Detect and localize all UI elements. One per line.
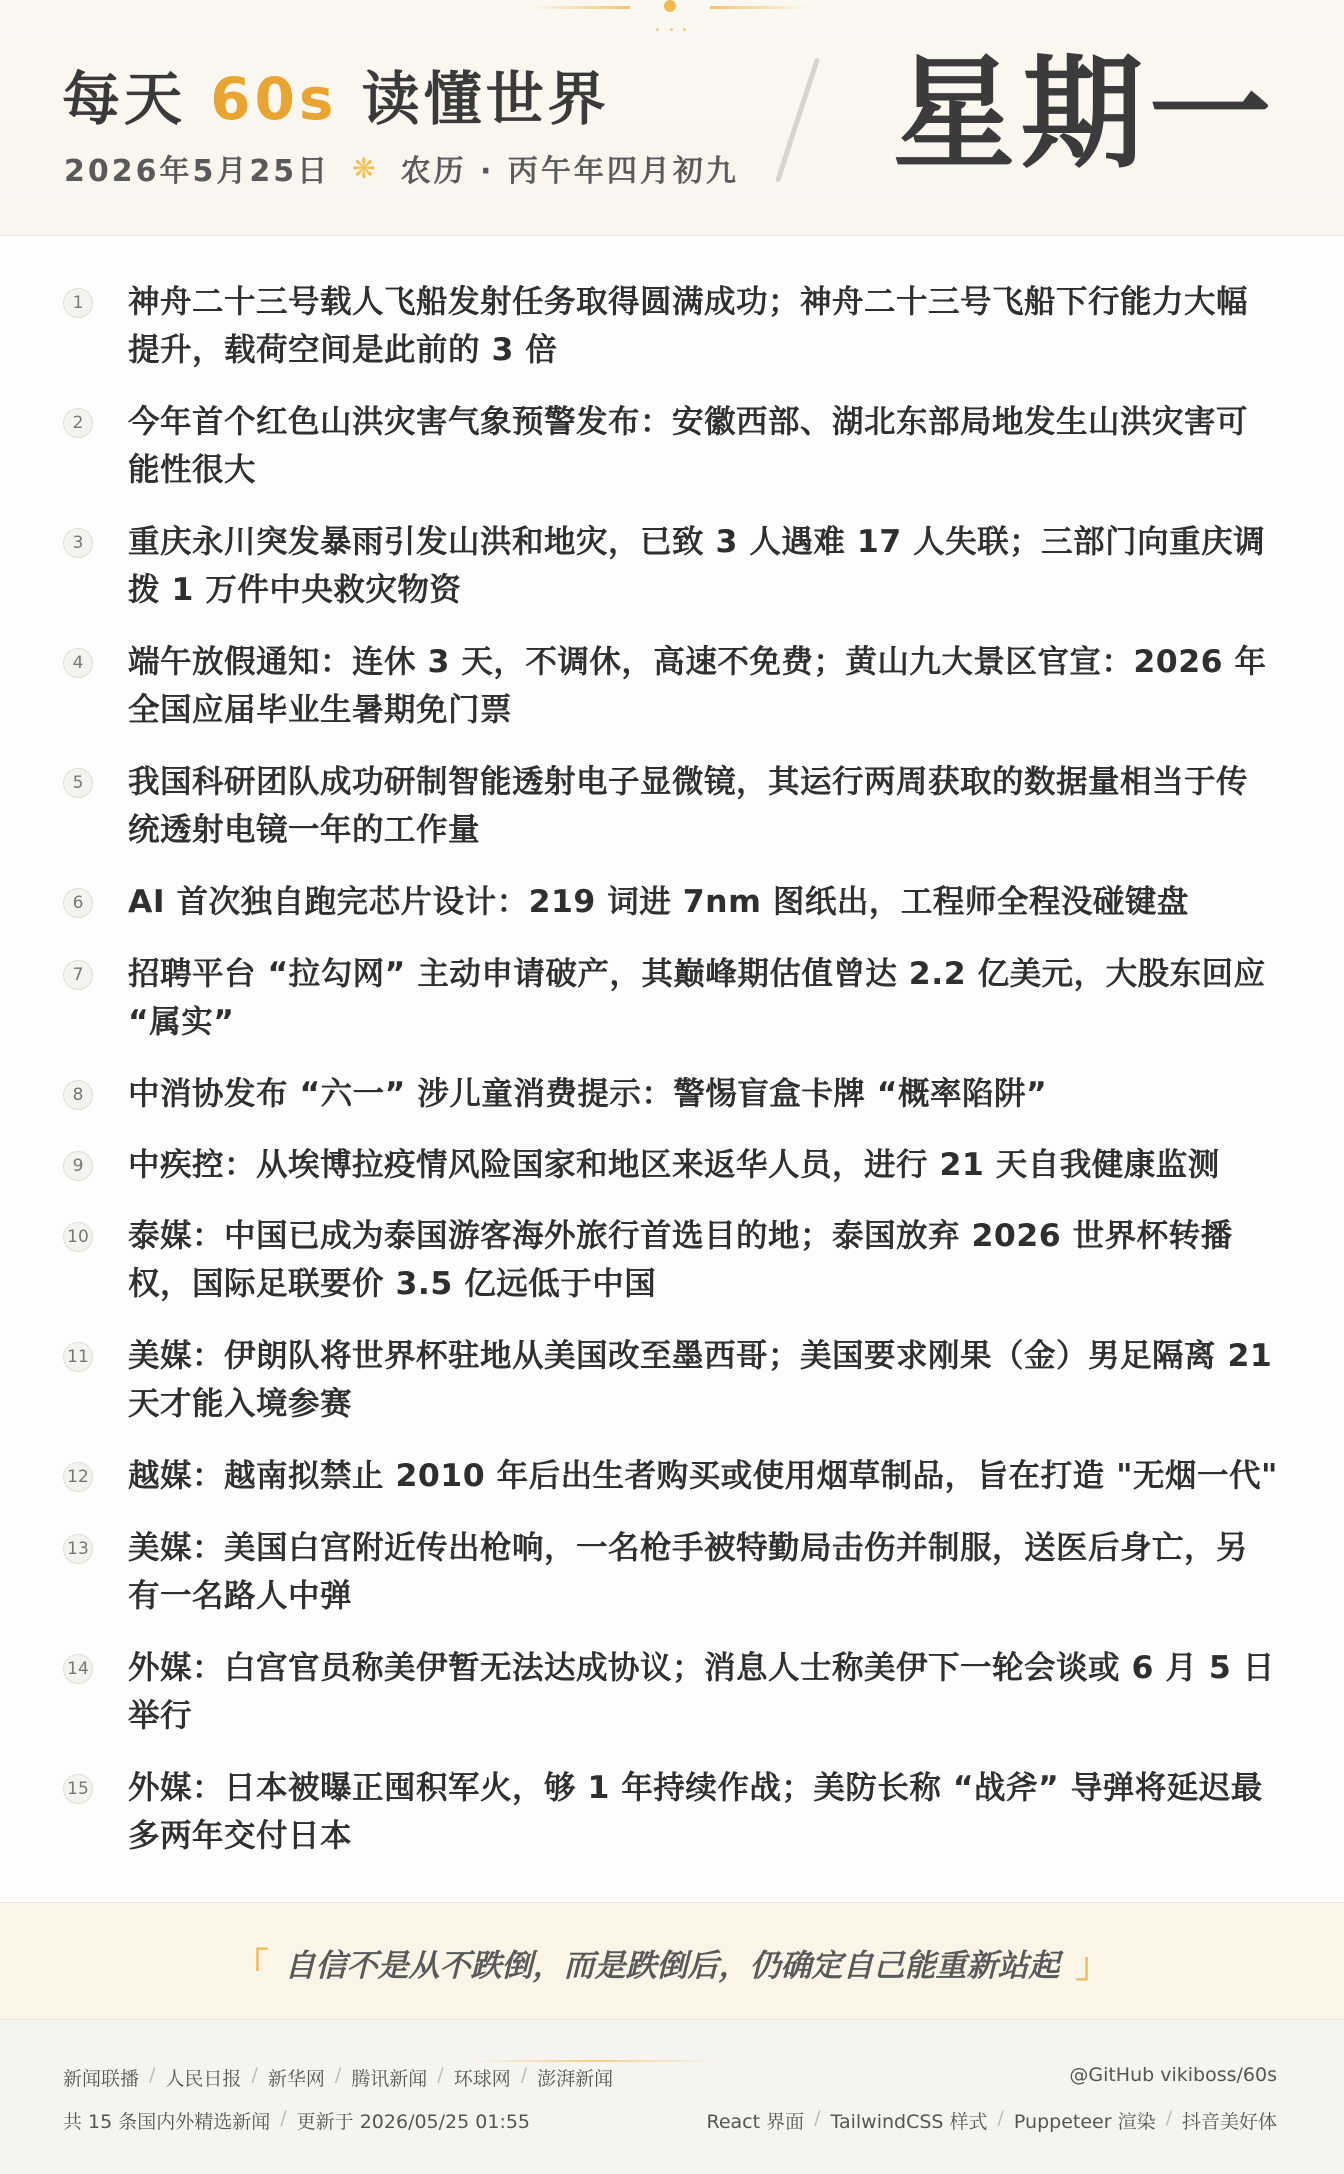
item-text: 招聘平台 “拉勾网” 主动申请破产，其巅峰期估值曾达 2.2 亿美元，大股东回应 “属实” [128,956,1266,1040]
github-link[interactable]: @GitHub vikiboss/60s [1069,2064,1277,2086]
item-text: 中疾控：从埃博拉疫情风险国家和地区来返华人员，进行 21 天自我健康监测 [128,1147,1220,1183]
item-text: 神舟二十三号载人飞船发射任务取得圆满成功；神舟二十三号飞船下行能力大幅提升，载荷空间是此前的 3 倍 [128,284,1249,368]
item-text: 越媒：越南拟禁止 2010 年后出生者购买或使用烟草制品，旨在打造 "无烟一代" [128,1458,1278,1494]
item-text: 泰媒：中国已成为泰国游客海外旅行首选目的地；泰国放弃 2026 世界杯转播权，国际足联要价 3.5 亿远低于中国 [128,1218,1233,1302]
item-number: 5 [63,768,93,798]
quote-close-mark: 」 [1075,1945,1110,1986]
header [0,0,1344,236]
top-ornament [520,0,820,40]
item-number: 8 [63,1080,93,1110]
item-text: 中消协发布 “六一” 涉儿童消费提示：警惕盲盒卡牌 “概率陷阱” [128,1076,1048,1112]
news-count: 共 15 条国内外精选新闻 [63,2111,271,2133]
item-text: 美媒：伊朗队将世界杯驻地从美国改至墨西哥；美国要求刚果（金）男足隔离 21 天才能入境参赛 [128,1338,1273,1422]
source-item: 环球网 [453,2068,511,2090]
tech-item: TailwindCSS 样式 [830,2111,988,2133]
source-item: 新闻联播 [63,2068,140,2090]
item-number: 12 [63,1462,93,1492]
source-item: 人民日报 [165,2068,242,2090]
quote-band [0,1902,1344,2020]
page-title: 每天 60s 读懂世界 [62,65,610,133]
tech-item: Puppeteer 渲染 [1013,2111,1156,2133]
daily-quote [0,1903,1344,2021]
title-accent: 60s [210,65,338,133]
update-time: 更新于 2026/05/25 01:55 [296,2111,531,2133]
item-number: 11 [63,1342,93,1372]
item-number: 13 [63,1534,93,1564]
item-text: 外媒：白宫官员称美伊暂无法达成协议；消息人士称美伊下一轮会谈或 6 月 5 日举行 [128,1650,1275,1734]
source-item: 新华网 [267,2068,325,2090]
item-text: 今年首个红色山洪灾害气象预警发布：安徽西部、湖北东部局地发生山洪灾害可能性很大 [128,404,1249,488]
item-text: 我国科研团队成功研制智能透射电子显微镜，其运行两周获取的数据量相当于传统透射电镜一年的工作量 [128,764,1249,848]
tech-item: React 界面 [706,2111,805,2133]
item-text: 外媒：日本被曝正囤积军火，够 1 年持续作战；美防长称 “战斧” 导弹将延迟最多两年交付日本 [128,1770,1263,1854]
item-text: 美媒：美国白宫附近传出枪响，一名枪手被特勤局击伤并制服，送医后身亡，另有一名路人中弹 [128,1530,1249,1614]
item-number: 3 [63,528,93,558]
tech-stack: React 界面 / TailwindCSS 样式 / Puppeteer 渲染 / 抖音美好体 [706,2107,1277,2133]
source-list: 新闻联播 / 人民日报 / 新华网 / 腾讯新闻 / 环球网 / 澎湃新闻 [63,2064,614,2090]
quote-open-mark: 「 [234,1945,269,1986]
item-number: 14 [63,1654,93,1684]
quote-text: 自信不是从不跌倒，而是跌倒后，仍确定自己能重新站起 [284,1947,1060,1984]
meta-info: 共 15 条国内外精选新闻 / 更新于 2026/05/25 01:55 [63,2107,531,2133]
divider-slash [775,57,820,182]
item-text: 端午放假通知：连休 3 天，不调休，高速不免费；黄山九大景区官宣：2026 年全国应届毕业生暑期免门票 [128,644,1267,728]
date-row [64,146,739,190]
item-text: AI 首次独自跑完芯片设计：219 词进 7nm 图纸出，工程师全程没碰键盘 [128,884,1189,920]
news-list [0,236,1344,1902]
item-number: 10 [63,1222,93,1252]
item-text: 重庆永川突发暴雨引发山洪和地灾，已致 3 人遇难 17 人失联；三部门向重庆调拨 1 万件中央救灾物资 [128,524,1266,608]
item-number: 4 [63,648,93,678]
date-text: 2026年5月25日 [64,154,331,189]
item-number: 15 [63,1774,93,1804]
weekday: 星期一 [893,43,1277,185]
item-number: 1 [63,288,93,318]
tech-item: 抖音美好体 [1181,2111,1277,2133]
source-item: 澎湃新闻 [537,2068,614,2090]
item-number: 7 [63,960,93,990]
footer [0,2020,1344,2174]
item-number: 6 [63,888,93,918]
item-number: 9 [63,1151,93,1181]
lunar-date: 农历 · 丙午年四月初九 [400,154,739,189]
item-number: 2 [63,408,93,438]
source-item: 腾讯新闻 [351,2068,428,2090]
star-icon: ❋ [352,151,379,185]
